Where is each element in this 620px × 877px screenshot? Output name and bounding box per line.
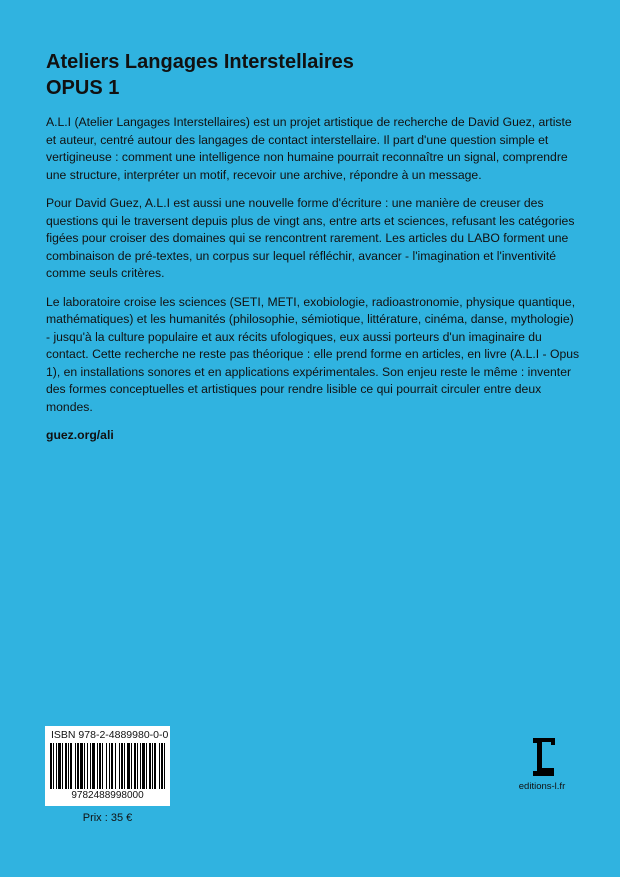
subtitle-line: OPUS 1 [46, 77, 120, 99]
paragraph-2: Pour David Guez, A.L.I est aussi une nouvelle forme d'écriture : une manière de creuser des questions qui le traversent depuis plus de vingt ans, entre arts et sciences, refusant les catégories figées pour croiser des domaines qui se rencontrent rarement. Les articles du LABO forment une combinaison de pré-textes, un corpus sur lequel réfléchir, avancer - l'imagination et l'inventivité comme seuls critères. [46, 196, 575, 280]
paragraph-3: Le laboratoire croise les sciences (SETI, METI, exobiologie, radioastronomie, physique quantique, mathématiques) et les humanités (philosophie, sémiotique, littérature, cinéma, danse, mythologie) - jusqu'à la culture populaire et aux récits ufologiques, eux aussi porteurs d'un imaginaire du contact. Cette recherche ne reste pas théorique : elle prend forme en articles, en livre (A.L.I - Opus 1), en installations sonores et en applications expérimentales. Son enjeu reste le même : inventer des formes conceptuelles et artistiques pour rendre lisible ce qui pourrait circuler entre deux mondes. [46, 294, 580, 414]
book-title [46, 49, 354, 101]
isbn-barcode-box [45, 726, 170, 806]
editions-l-logo-icon [528, 736, 562, 778]
isbn-label: ISBN 978-2-4889980-0-0 [51, 729, 169, 741]
paragraph-1: A.L.I (Atelier Langages Interstellaires) est un projet artistique de recherche de David Guez, artiste et auteur, centré autour des langages de contact interstellaire. Il part d'une question simple et vertigineuse : comment une intelligence non humaine pourrait reconnaître un signal, comprendre une structure, interpréter un motif, recevoir une archive, répondre à un message. [46, 115, 572, 182]
publisher-name: editions-l.fr [518, 781, 566, 792]
website-link[interactable]: guez.org/ali [46, 428, 114, 442]
barcode-image [50, 743, 165, 789]
title-line: Ateliers Langages Interstellaires [46, 51, 354, 73]
back-cover-text [46, 114, 581, 445]
barcode-number: 9782488998000 [71, 790, 144, 801]
price-label: Prix : 35 € [82, 812, 133, 824]
